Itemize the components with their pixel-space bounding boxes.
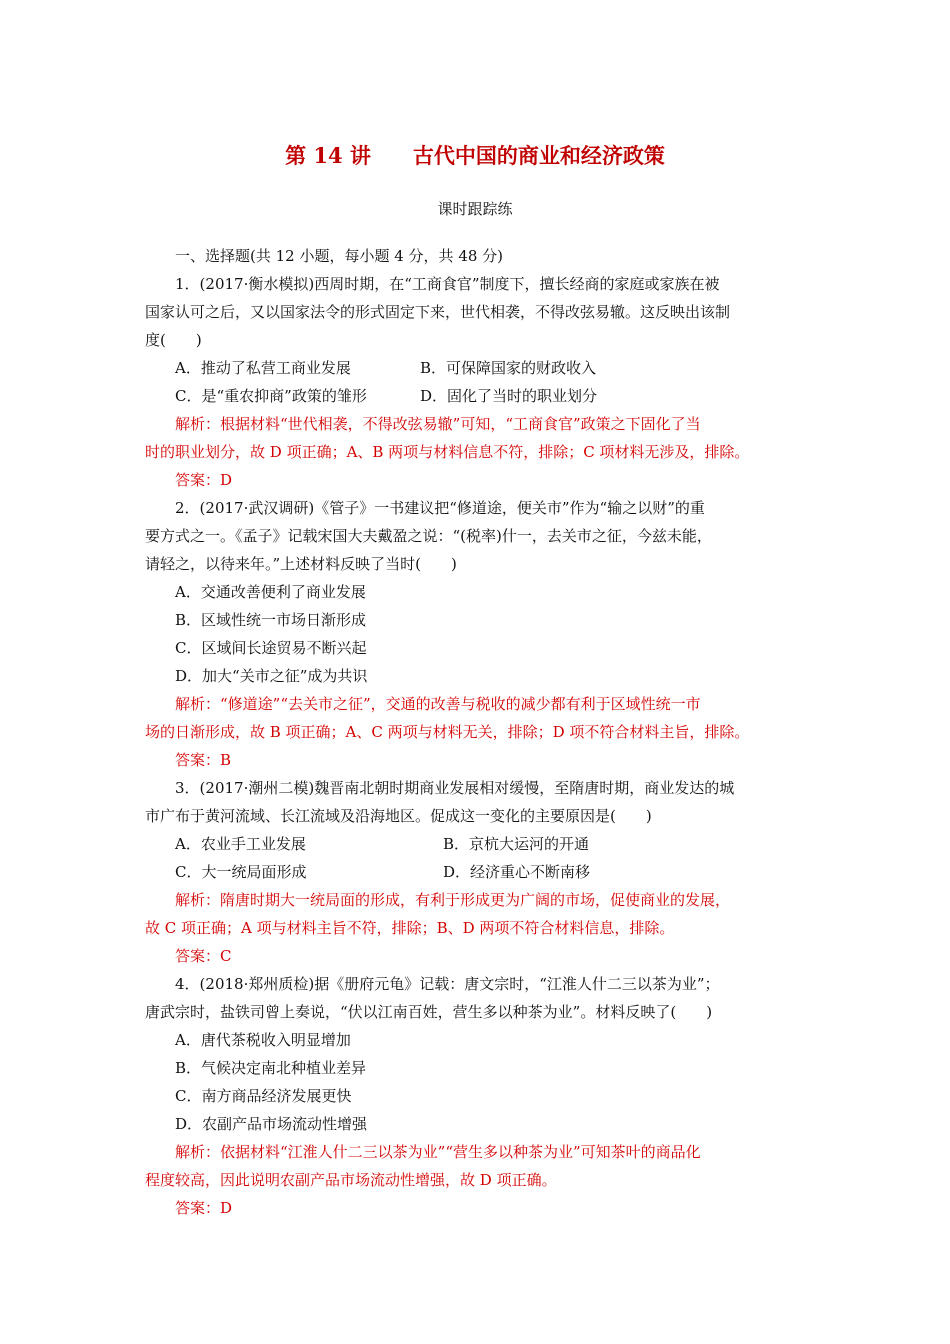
options-row bbox=[145, 382, 810, 410]
analysis-line: 解析：依据材料“江淮人什二三以茶为业”“营生多以种茶为业”可知茶叶的商品化 bbox=[175, 1143, 701, 1161]
question-2 bbox=[145, 494, 810, 774]
option-b: B．区域性统一市场日渐形成 bbox=[175, 611, 367, 629]
question-stem-line: 唐武宗时，盐铁司曾上奏说，“伏以江南百姓，营生多以种茶为业”。材料反映了( ) bbox=[145, 1003, 713, 1021]
option-b: B．可保障国家的财政收入 bbox=[420, 359, 597, 377]
options-row bbox=[145, 354, 810, 382]
answer: 答案：D bbox=[175, 1199, 233, 1217]
page-title: 第 14 讲 古代中国的商业和经济政策 bbox=[285, 143, 665, 168]
options-row bbox=[145, 858, 810, 886]
question-stem-line: 市广布于黄河流域、长江流域及沿海地区。促成这一变化的主要原因是( ) bbox=[145, 807, 652, 825]
question-stem-line: 1．(2017·衡水模拟)西周时期，在“工商食官”制度下，擅长经商的家庭或家族在被 bbox=[175, 275, 720, 293]
option-c: C．区域间长途贸易不断兴起 bbox=[175, 639, 367, 657]
content bbox=[145, 242, 810, 1222]
option-a: A．农业手工业发展 bbox=[175, 835, 306, 853]
analysis-line: 解析：根据材料“世代相袭，不得改弦易辙”可知，“工商食官”政策之下固化了当 bbox=[175, 415, 701, 433]
question-stem-line: 国家认可之后，又以国家法令的形式固定下来，世代相袭，不得改弦易辙。这反映出该制 bbox=[145, 303, 731, 321]
option-a: A．推动了私营工商业发展 bbox=[175, 359, 351, 377]
option-c: C．南方商品经济发展更快 bbox=[175, 1087, 352, 1105]
analysis-line: 故 C 项正确；A 项与材料主旨不符，排除；B、D 两项不符合材料信息，排除。 bbox=[145, 919, 675, 937]
answer: 答案：C bbox=[175, 947, 232, 965]
question-stem-line: 3．(2017·潮州二模)魏晋南北朝时期商业发展相对缓慢，至隋唐时期，商业发达的城 bbox=[175, 779, 735, 797]
question-stem-line: 度( ) bbox=[145, 331, 202, 349]
page-subtitle: 课时跟踪练 bbox=[437, 200, 513, 218]
option-a: A．交通改善便利了商业发展 bbox=[175, 583, 366, 601]
analysis-line: 解析：隋唐时期大一统局面的形成，有利于形成更为广阔的市场，促使商业的发展， bbox=[175, 891, 731, 909]
analysis-line: 时的职业划分，故 D 项正确；A、B 两项与材料信息不符，排除；C 项材料无涉及，排除。 bbox=[145, 443, 750, 461]
analysis-line: 程度较高，因此说明农副产品市场流动性增强，故 D 项正确。 bbox=[145, 1171, 557, 1189]
option-a: A．唐代茶税收入明显增加 bbox=[175, 1031, 351, 1049]
question-stem-line: 要方式之一。《孟子》记载宋国大夫戴盈之说：“(税率)什一，去关市之征，今兹未能， bbox=[145, 527, 712, 545]
question-3 bbox=[145, 774, 810, 970]
option-d: D．加大“关市之征”成为共识 bbox=[175, 667, 368, 685]
question-stem-line: 4．(2018·郑州质检)据《册府元龟》记载：唐文宗时，“江淮人什二三以茶为业”； bbox=[175, 975, 720, 993]
analysis-line: 场的日渐形成，故 B 项正确；A、C 两项与材料无关，排除；D 项不符合材料主旨，排除。 bbox=[145, 723, 750, 741]
answer: 答案：B bbox=[175, 751, 232, 769]
option-b: B．京杭大运河的开通 bbox=[443, 835, 590, 853]
option-b: B．气候决定南北种植业差异 bbox=[175, 1059, 367, 1077]
options-row bbox=[145, 830, 810, 858]
option-d: D．农副产品市场流动性增强 bbox=[175, 1115, 368, 1133]
question-stem-line: 请轻之，以待来年。”上述材料反映了当时( ) bbox=[145, 555, 457, 573]
answer: 答案：D bbox=[175, 471, 233, 489]
section-heading: 一、选择题(共 12 小题，每小题 4 分，共 48 分) bbox=[175, 247, 504, 265]
question-stem-line: 2．(2017·武汉调研)《管子》一书建议把“修道途，便关市”作为“输之以财”的重 bbox=[175, 499, 705, 517]
analysis-line: 解析：“修道途”“去关市之征”，交通的改善与税收的减少都有利于区域性统一市 bbox=[175, 695, 701, 713]
option-c: C．大一统局面形成 bbox=[175, 863, 307, 881]
question-1 bbox=[145, 270, 810, 494]
option-c: C．是“重农抑商”政策的雏形 bbox=[175, 387, 367, 405]
option-d: D．固化了当时的职业划分 bbox=[420, 387, 598, 405]
question-4 bbox=[145, 970, 810, 1222]
option-d: D．经济重心不断南移 bbox=[443, 863, 591, 881]
